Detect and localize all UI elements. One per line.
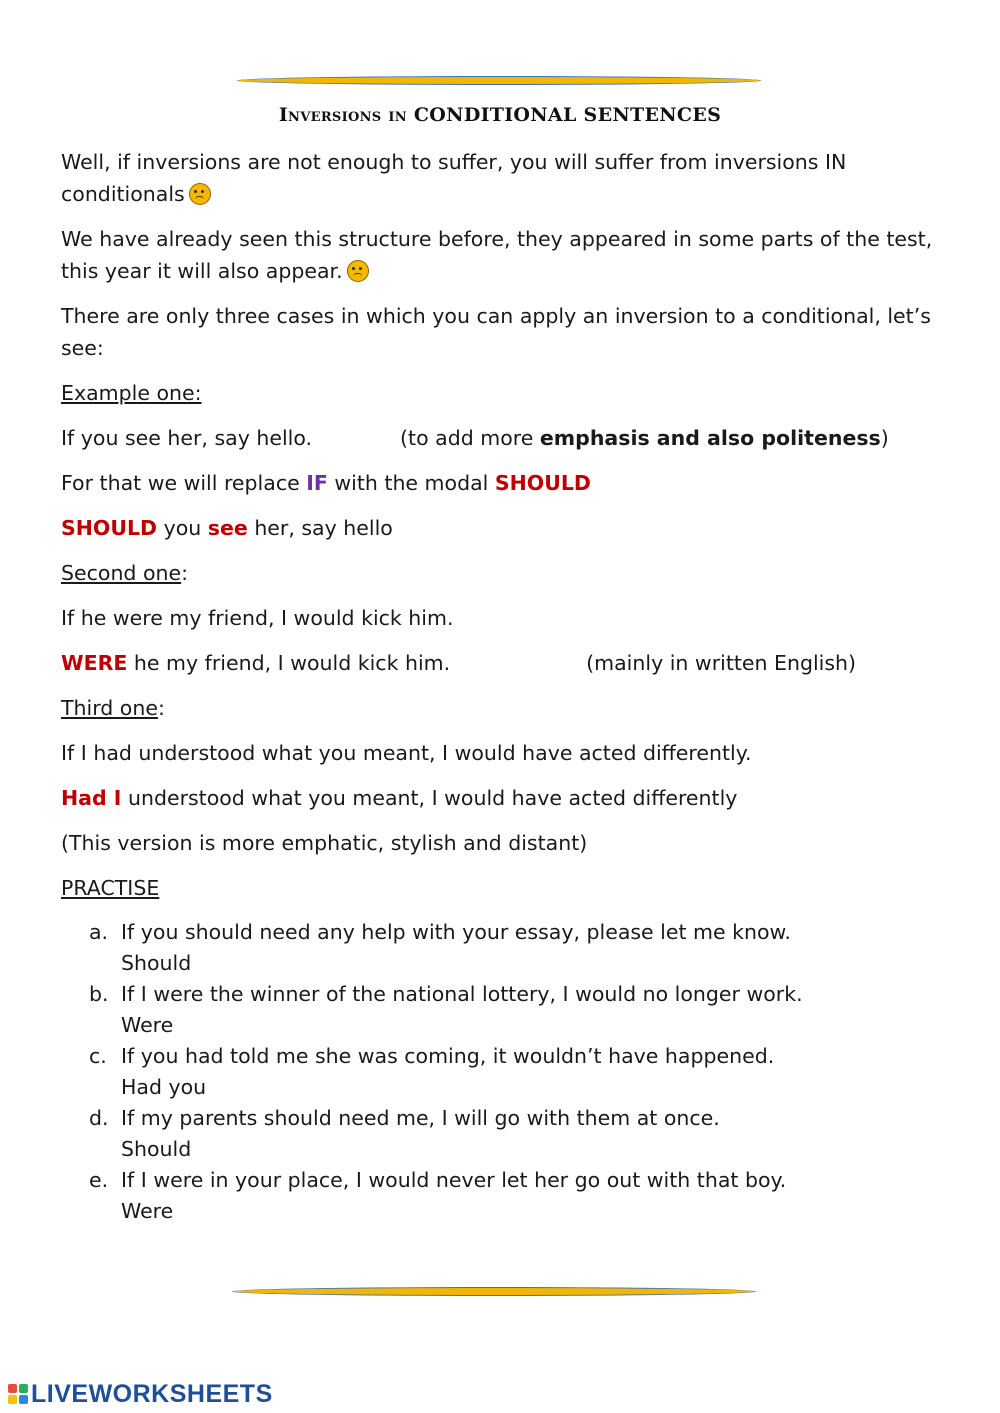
third-one-heading: Third one: (61, 696, 165, 720)
second-one-inversion: WERE he my friend, I would kick him. (mainly in written English) (61, 651, 857, 675)
example-one-inversion: SHOULD you see her, say hello (61, 516, 393, 540)
sad-face-icon (189, 183, 211, 205)
example-one-heading: Example one: (61, 381, 202, 405)
top-divider (237, 76, 761, 85)
page-title: Inversions in CONDITIONAL SENTENCES (278, 104, 722, 126)
answer-text: Had you (121, 1075, 207, 1099)
list-item: b. If I were the winner of the national lottery, I would no longer work. Were (89, 979, 941, 1041)
third-one-sentence: If I had understood what you meant, I would have acted differently. (61, 741, 752, 765)
worksheet-body (61, 146, 941, 1227)
third-one-inversion: Had I understood what you meant, I would have acted differently (61, 786, 738, 810)
sad-face-icon (347, 260, 369, 282)
second-one-heading: Second one: (61, 561, 189, 585)
example-one-replace: For that we will replace IF with the modal SHOULD (61, 471, 591, 495)
answer-text: Should (121, 1137, 192, 1161)
liveworksheets-logo-icon (8, 1384, 28, 1404)
practise-list (89, 917, 941, 1227)
second-one-sentence: If he were my friend, I would kick him. (61, 606, 454, 630)
bottom-divider (232, 1287, 756, 1296)
answer-text: Were (121, 1013, 174, 1037)
intro-paragraph-1: Well, if inversions are not enough to suffer, you will suffer from inversions IN conditionals (61, 150, 847, 206)
answer-text: Were (121, 1199, 174, 1223)
answer-text: Should (121, 951, 192, 975)
example-one-sentence: If you see her, say hello. (to add more emphasis and also politeness) (61, 426, 889, 450)
list-item: c. If you had told me she was coming, it wouldn’t have happened. Had you (89, 1041, 941, 1103)
brand-footer[interactable] (8, 1380, 273, 1408)
list-item: d. If my parents should need me, I will go with them at once. Should (89, 1103, 941, 1165)
intro-paragraph-3: There are only three cases in which you can apply an inversion to a conditional, let’s see: (61, 304, 931, 360)
list-item: a. If you should need any help with your essay, please let me know. Should (89, 917, 941, 979)
list-item: e. If I were in your place, I would never let her go out with that boy. Were (89, 1165, 941, 1227)
brand-name: LIVEWORKSHEETS (31, 1379, 273, 1408)
practise-heading: PRACTISE (61, 876, 160, 900)
intro-paragraph-2: We have already seen this structure before, they appeared in some parts of the test, this year it will also appear. (61, 227, 933, 283)
third-one-note: (This version is more emphatic, stylish and distant) (61, 831, 588, 855)
